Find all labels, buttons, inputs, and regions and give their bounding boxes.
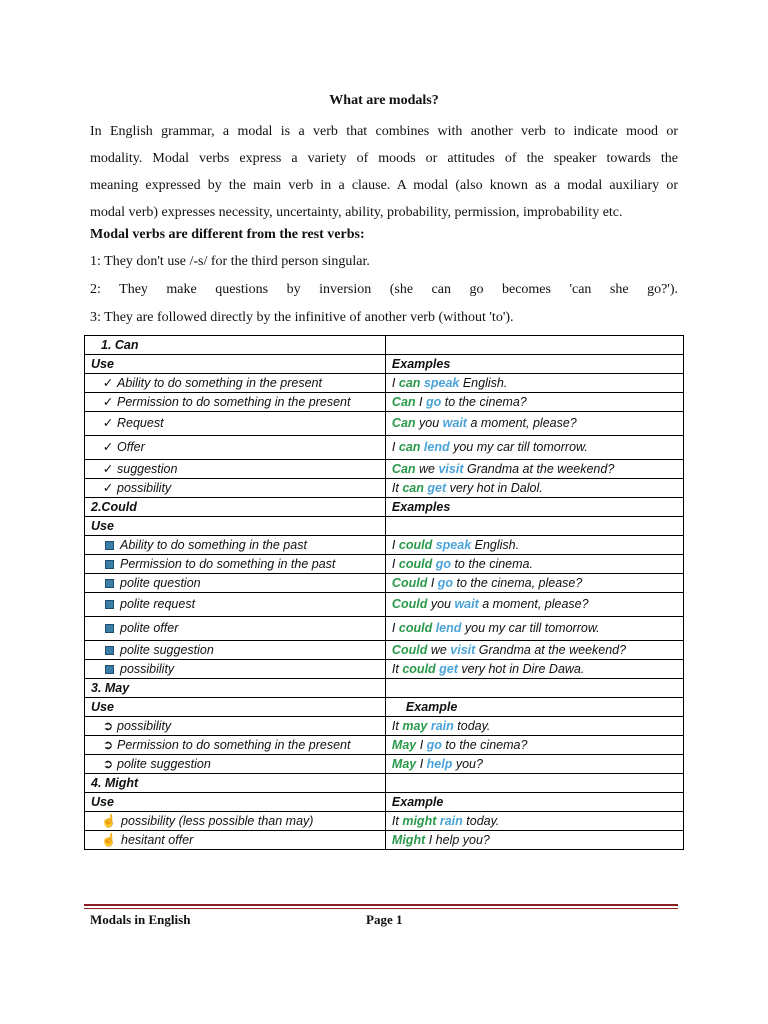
- example-text: It: [391, 813, 403, 828]
- table-row: [85, 412, 684, 436]
- header-cell: [385, 774, 683, 793]
- header-cell: [385, 698, 683, 717]
- use-label: possibility: [117, 480, 172, 495]
- footer-title: Modals in English: [90, 912, 191, 927]
- example-cell: [385, 460, 683, 479]
- use-entry: [91, 661, 174, 678]
- table-row: [85, 479, 684, 498]
- square-bullet-icon: [105, 560, 114, 569]
- main-verb: lend: [435, 621, 462, 635]
- example-text: you: [427, 597, 455, 611]
- header-cell: [85, 498, 386, 517]
- example-cell: [385, 736, 683, 755]
- example-text: I: [427, 575, 438, 590]
- example-cell: [385, 479, 683, 498]
- use-label: Permission to do something in the present: [117, 394, 351, 409]
- example-cell: [385, 374, 683, 393]
- table-row: [85, 593, 684, 617]
- modal-word: can: [398, 440, 421, 454]
- use-cell: [85, 479, 386, 498]
- table-header-row: [85, 517, 684, 536]
- example-cell: [385, 412, 683, 436]
- example-text: you?: [452, 756, 483, 771]
- header-label: 3. May: [91, 680, 130, 695]
- header-cell: [385, 355, 683, 374]
- main-verb: go: [437, 575, 454, 590]
- table-header-row: [85, 355, 684, 374]
- example-text: to the cinema.: [450, 556, 533, 571]
- intro-line: modal verb) expresses necessity, uncertainty, ability, probability, permission, improbability etc.: [90, 205, 623, 220]
- use-entry: [91, 756, 211, 773]
- use-label: Permission to do something in the present: [117, 737, 351, 752]
- use-cell: [85, 617, 386, 641]
- use-label: hesitant offer: [121, 832, 194, 847]
- example-text: we: [427, 642, 451, 657]
- page-title: What are modals?: [329, 93, 439, 108]
- use-entry: [91, 537, 307, 554]
- example-text: English.: [471, 537, 520, 552]
- use-entry: [91, 375, 322, 392]
- main-verb: rain: [439, 813, 463, 828]
- modal-word: Can: [391, 394, 416, 409]
- example-cell: [385, 436, 683, 460]
- hand-pointer-icon: ☝: [101, 832, 117, 847]
- use-entry: [91, 394, 350, 411]
- use-cell: [85, 393, 386, 412]
- table-header-row: [85, 679, 684, 698]
- header-cell: [385, 498, 683, 517]
- check-icon: ✓: [102, 440, 114, 454]
- intro-line: meaning expressed by the main verb in a clause. A modal (also known as a modal auxiliary or: [90, 178, 678, 193]
- example-text: It: [391, 718, 403, 733]
- use-entry: [91, 718, 171, 735]
- use-cell: [85, 812, 386, 831]
- arrow-bullet-icon: ➲: [102, 718, 114, 733]
- header-label: Use: [91, 699, 114, 714]
- example-text: I: [391, 621, 399, 635]
- example-cell: [385, 617, 683, 641]
- example-text: I help you?: [425, 832, 490, 847]
- modal-word: can: [402, 480, 424, 495]
- header-cell: [385, 517, 683, 536]
- example-cell: [385, 812, 683, 831]
- use-entry: [91, 642, 214, 659]
- footer-rule-thin: [84, 908, 678, 909]
- square-bullet-icon: [105, 624, 114, 633]
- table-row: [85, 755, 684, 774]
- header-label: Use: [91, 356, 114, 371]
- main-verb: go: [435, 556, 451, 571]
- table-row: [85, 436, 684, 460]
- header-cell: [85, 679, 386, 698]
- example-cell: [385, 717, 683, 736]
- table-header-row: [85, 774, 684, 793]
- header-cell: [85, 336, 386, 355]
- use-entry: [91, 480, 171, 497]
- table-row: [85, 374, 684, 393]
- example-text: I: [391, 375, 399, 390]
- modal-word: Could: [391, 597, 428, 611]
- modal-word: Could: [391, 642, 428, 657]
- use-entry: [91, 832, 193, 849]
- modal-word: May: [391, 756, 417, 771]
- example-text: English.: [459, 375, 508, 390]
- example-text: Grandma at the weekend?: [463, 461, 615, 476]
- square-bullet-icon: [105, 541, 114, 550]
- check-icon: ✓: [102, 375, 114, 390]
- example-cell: [385, 660, 683, 679]
- rule-3: 3: They are followed directly by the infinitive of another verb (without 'to').: [90, 310, 514, 325]
- example-text: very hot in Dalol.: [446, 480, 543, 495]
- header-label: 1. Can: [101, 337, 139, 352]
- use-entry: [91, 461, 177, 478]
- use-entry: [91, 596, 195, 613]
- header-label: Examples: [391, 499, 451, 514]
- modal-word: may: [402, 718, 428, 733]
- check-icon: ✓: [102, 394, 114, 409]
- table-row: [85, 574, 684, 593]
- use-entry: [91, 415, 164, 432]
- main-verb: speak: [423, 375, 460, 390]
- use-label: Ability to do something in the present: [117, 375, 322, 390]
- example-cell: [385, 555, 683, 574]
- modals-table: [84, 335, 684, 850]
- use-cell: [85, 536, 386, 555]
- square-bullet-icon: [105, 579, 114, 588]
- check-icon: ✓: [102, 480, 114, 495]
- main-verb: go: [426, 737, 442, 752]
- intro-paragraph: [90, 118, 678, 226]
- example-text: to the cinema, please?: [453, 575, 583, 590]
- use-label: Offer: [117, 440, 145, 454]
- example-text: we: [415, 461, 439, 476]
- use-label: Ability to do something in the past: [120, 537, 307, 552]
- use-cell: [85, 374, 386, 393]
- table-row: [85, 393, 684, 412]
- use-cell: [85, 831, 386, 850]
- use-entry: [91, 439, 145, 456]
- use-cell: [85, 736, 386, 755]
- use-cell: [85, 555, 386, 574]
- use-label: possibility: [117, 718, 172, 733]
- example-text: you my car till tomorrow.: [461, 621, 600, 635]
- header-label: 4. Might: [91, 775, 139, 790]
- header-cell: [85, 517, 386, 536]
- main-verb: visit: [450, 642, 476, 657]
- main-verb: wait: [442, 416, 467, 430]
- use-label: polite offer: [120, 621, 179, 635]
- example-text: It: [391, 480, 403, 495]
- example-cell: [385, 536, 683, 555]
- use-cell: [85, 460, 386, 479]
- table-row: [85, 717, 684, 736]
- use-label: Permission to do something in the past: [120, 556, 336, 571]
- example-cell: [385, 641, 683, 660]
- example-text: a moment, please?: [466, 416, 577, 430]
- use-cell: [85, 641, 386, 660]
- use-label: polite question: [120, 575, 201, 590]
- use-label: polite request: [120, 597, 196, 611]
- table-row: [85, 736, 684, 755]
- table-row: [85, 641, 684, 660]
- modal-word: could: [402, 661, 436, 676]
- header-label: Examples: [391, 356, 451, 371]
- rule-2: 2: They make questions by inversion (she can go becomes 'can she go?').: [90, 282, 678, 297]
- arrow-bullet-icon: ➲: [102, 756, 114, 771]
- header-cell: [85, 355, 386, 374]
- use-entry: [91, 737, 350, 754]
- use-cell: [85, 593, 386, 617]
- table-row: [85, 460, 684, 479]
- modal-word: May: [391, 737, 417, 752]
- modal-word: Could: [391, 575, 428, 590]
- header-label: Use: [91, 518, 114, 533]
- use-cell: [85, 717, 386, 736]
- example-cell: [385, 831, 683, 850]
- modal-word: Can: [391, 416, 416, 430]
- header-label: Use: [91, 794, 114, 809]
- example-text: you my car till tomorrow.: [449, 440, 588, 454]
- main-verb: visit: [438, 461, 464, 476]
- intro-line: In English grammar, a modal is a verb that combines with another verb to indicate mood or: [90, 124, 678, 139]
- example-text: I: [391, 537, 399, 552]
- example-text: It: [391, 661, 403, 676]
- example-cell: [385, 574, 683, 593]
- subheading: Modal verbs are different from the rest verbs:: [90, 227, 365, 242]
- use-label: Request: [117, 416, 164, 430]
- modal-word: might: [402, 813, 437, 828]
- example-text: today.: [462, 813, 500, 828]
- table-row: [85, 555, 684, 574]
- table-header-row: [85, 498, 684, 517]
- use-entry: [91, 620, 178, 637]
- use-entry: [91, 813, 313, 830]
- main-verb: lend: [423, 440, 450, 454]
- square-bullet-icon: [105, 600, 114, 609]
- header-cell: [385, 679, 683, 698]
- example-text: you: [415, 416, 443, 430]
- example-cell: [385, 755, 683, 774]
- example-text: a moment, please?: [478, 597, 589, 611]
- header-label: 2.Could: [91, 499, 137, 514]
- table-row: [85, 812, 684, 831]
- modal-word: can: [398, 375, 421, 390]
- use-cell: [85, 412, 386, 436]
- square-bullet-icon: [105, 646, 114, 655]
- table-row: [85, 617, 684, 641]
- example-text: to the cinema?: [441, 394, 527, 409]
- square-bullet-icon: [105, 665, 114, 674]
- example-text: I: [416, 737, 427, 752]
- header-label: Example: [405, 699, 458, 714]
- example-cell: [385, 593, 683, 617]
- example-text: Grandma at the weekend?: [475, 642, 627, 657]
- use-label: possibility: [120, 661, 175, 676]
- modal-word: could: [398, 621, 433, 635]
- example-text: I: [391, 556, 399, 571]
- header-label: Example: [391, 794, 444, 809]
- example-text: I: [415, 394, 426, 409]
- use-label: polite suggestion: [120, 642, 214, 657]
- table-header-row: [85, 698, 684, 717]
- main-verb: get: [427, 480, 447, 495]
- example-text: I: [416, 756, 427, 771]
- header-cell: [85, 793, 386, 812]
- use-entry: [91, 575, 201, 592]
- modal-word: Can: [391, 461, 416, 476]
- table-row: [85, 831, 684, 850]
- example-text: very hot in Dire Dawa.: [457, 661, 585, 676]
- check-icon: ✓: [102, 416, 114, 430]
- use-cell: [85, 436, 386, 460]
- intro-line: modality. Modal verbs express a variety of moods or attitudes of the speaker towards the: [90, 151, 678, 166]
- example-text: today.: [453, 718, 491, 733]
- header-cell: [85, 774, 386, 793]
- modal-word: could: [398, 537, 433, 552]
- header-cell: [385, 793, 683, 812]
- table-header-row: [85, 336, 684, 355]
- use-label: possibility (less possible than may): [121, 813, 314, 828]
- arrow-bullet-icon: ➲: [102, 737, 114, 752]
- main-verb: wait: [454, 597, 479, 611]
- use-cell: [85, 755, 386, 774]
- header-cell: [85, 698, 386, 717]
- use-entry: [91, 556, 335, 573]
- check-icon: ✓: [102, 461, 114, 476]
- table-row: [85, 536, 684, 555]
- rule-1: 1: They don't use /-s/ for the third person singular.: [90, 254, 370, 269]
- page-number: Page 1: [366, 912, 403, 927]
- use-label: suggestion: [117, 461, 178, 476]
- main-verb: go: [425, 394, 442, 409]
- main-verb: get: [439, 661, 458, 676]
- main-verb: rain: [430, 718, 454, 733]
- header-cell: [385, 336, 683, 355]
- modal-word: could: [398, 556, 433, 571]
- table-row: [85, 660, 684, 679]
- example-text: to the cinema?: [441, 737, 528, 752]
- hand-pointer-icon: ☝: [101, 813, 117, 828]
- modal-word: Might: [391, 832, 426, 847]
- example-cell: [385, 393, 683, 412]
- example-text: I: [391, 440, 399, 454]
- use-label: polite suggestion: [117, 756, 211, 771]
- footer-rule: [84, 904, 678, 906]
- use-cell: [85, 660, 386, 679]
- main-verb: help: [426, 756, 453, 771]
- table-header-row: [85, 793, 684, 812]
- use-cell: [85, 574, 386, 593]
- main-verb: speak: [435, 537, 472, 552]
